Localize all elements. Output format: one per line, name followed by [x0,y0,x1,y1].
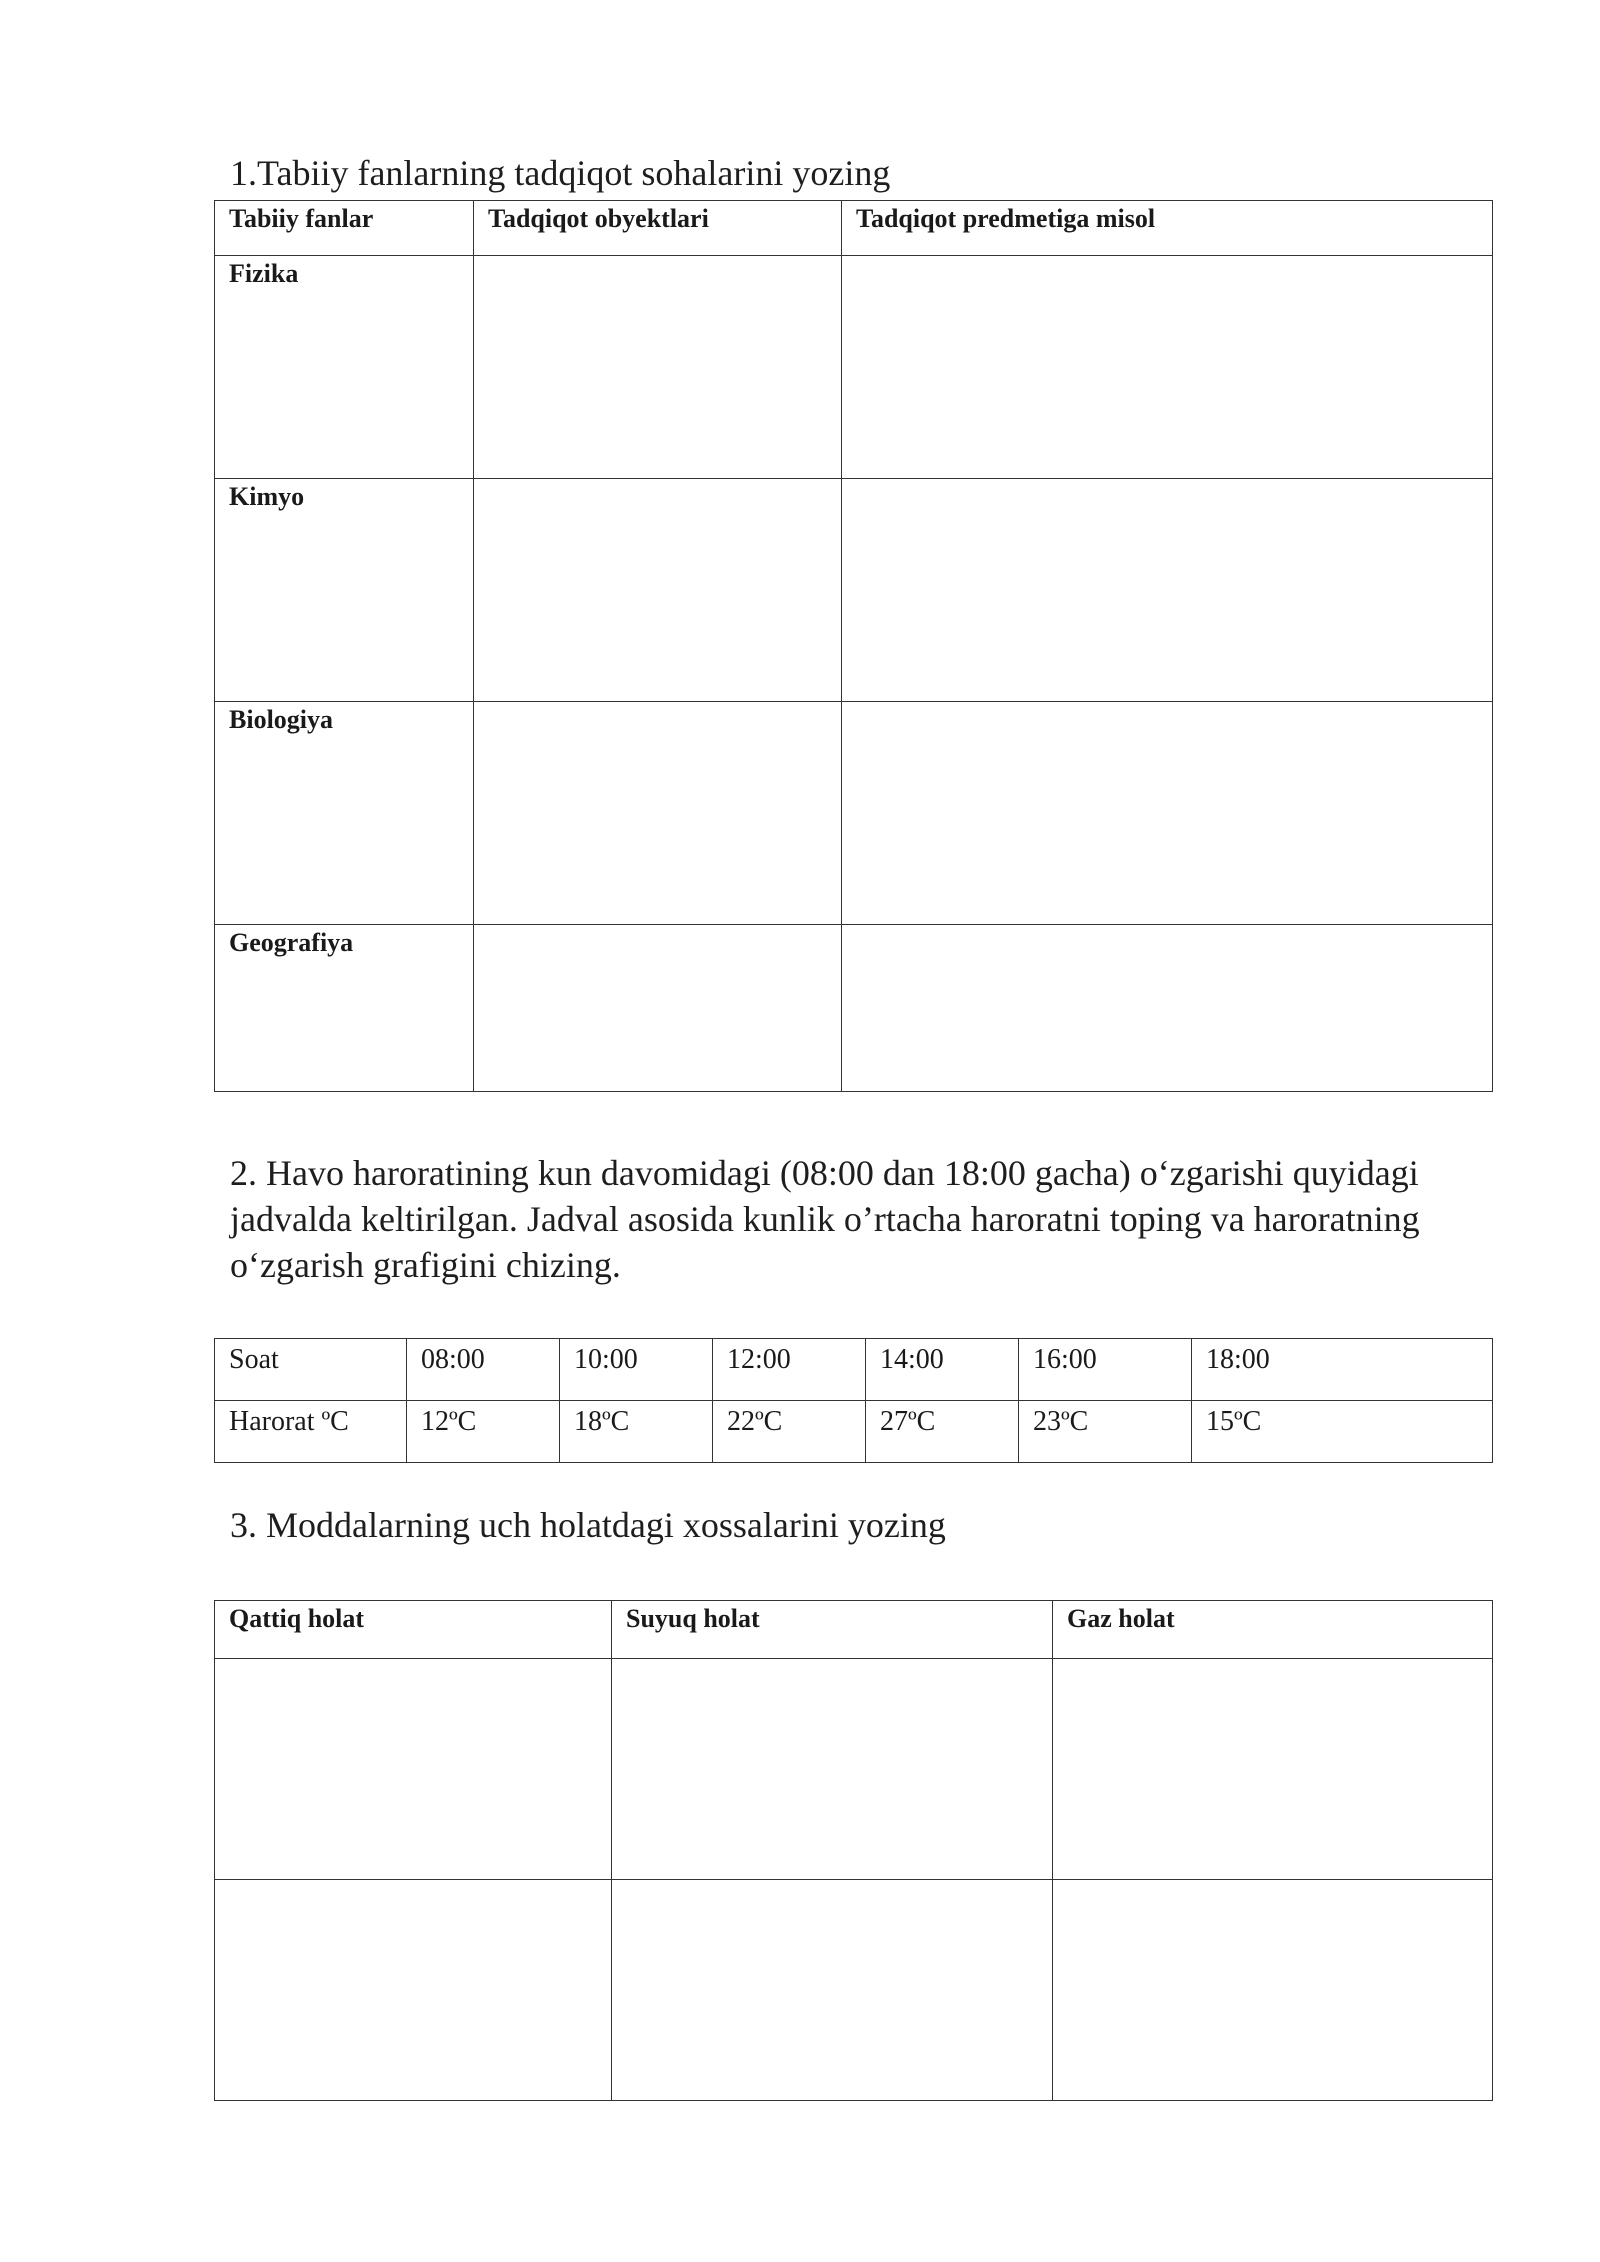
table-row [215,925,1493,1092]
table-row [215,1659,1493,1880]
answer-cell[interactable] [1053,1880,1493,2101]
temperature-cell: 27ºC [866,1401,1019,1463]
answer-cell[interactable] [612,1880,1053,2101]
time-cell: 10:00 [560,1339,713,1401]
time-cell: 08:00 [407,1339,560,1401]
time-cell: 12:00 [713,1339,866,1401]
answer-cell[interactable] [215,1880,612,2101]
table-row [215,1880,1493,2101]
table-header-row [215,201,1493,256]
answer-cell[interactable] [474,256,842,479]
row-label: Harorat ºC [215,1401,407,1463]
row-label: Biologiya [215,702,474,925]
table-header-row [215,1601,1493,1659]
row-label: Fizika [215,256,474,479]
header-cell: Qattiq holat [215,1601,612,1659]
answer-cell[interactable] [1053,1659,1493,1880]
table-row [215,702,1493,925]
section2-heading: 2. Havo haroratining kun davomidagi (08:00 dan 18:00 gacha) o‘zgarishi quyidagi jadvalda keltirilgan. Jadval asosida kunlik o’rtacha haroratni toping va haroratning o‘zgarish grafigini chizing. [230,1153,1420,1285]
temperature-table [214,1338,1493,1463]
time-cell: 14:00 [866,1339,1019,1401]
answer-cell[interactable] [842,702,1493,925]
table-row [215,479,1493,702]
answer-cell[interactable] [612,1659,1053,1880]
temperature-cell: 22ºC [713,1401,866,1463]
row-label: Geografiya [215,925,474,1092]
header-cell: Tadqiqot predmetiga misol [842,201,1493,256]
answer-cell[interactable] [474,925,842,1092]
header-cell: Tabiiy fanlar [215,201,474,256]
sciences-table [214,200,1493,1092]
table-row [215,256,1493,479]
header-cell: Suyuq holat [612,1601,1053,1659]
temperature-cell: 23ºC [1019,1401,1192,1463]
row-label: Soat [215,1339,407,1401]
temperature-cell: 18ºC [560,1401,713,1463]
header-cell: Tadqiqot obyektlari [474,201,842,256]
section3-heading: 3. Moddalarning uch holatdagi xossalarini yozing [230,1505,946,1545]
table-row [215,1339,1493,1401]
answer-cell[interactable] [474,702,842,925]
row-label: Kimyo [215,479,474,702]
states-of-matter-table [214,1600,1493,2101]
section1-heading: 1.Tabiiy fanlarning tadqiqot sohalarini yozing [230,153,891,193]
answer-cell[interactable] [842,479,1493,702]
answer-cell[interactable] [474,479,842,702]
answer-cell[interactable] [842,256,1493,479]
time-cell: 18:00 [1192,1339,1493,1401]
header-cell: Gaz holat [1053,1601,1493,1659]
answer-cell[interactable] [215,1659,612,1880]
table-row [215,1401,1493,1463]
temperature-cell: 12ºC [407,1401,560,1463]
time-cell: 16:00 [1019,1339,1192,1401]
temperature-cell: 15ºC [1192,1401,1493,1463]
answer-cell[interactable] [842,925,1493,1092]
